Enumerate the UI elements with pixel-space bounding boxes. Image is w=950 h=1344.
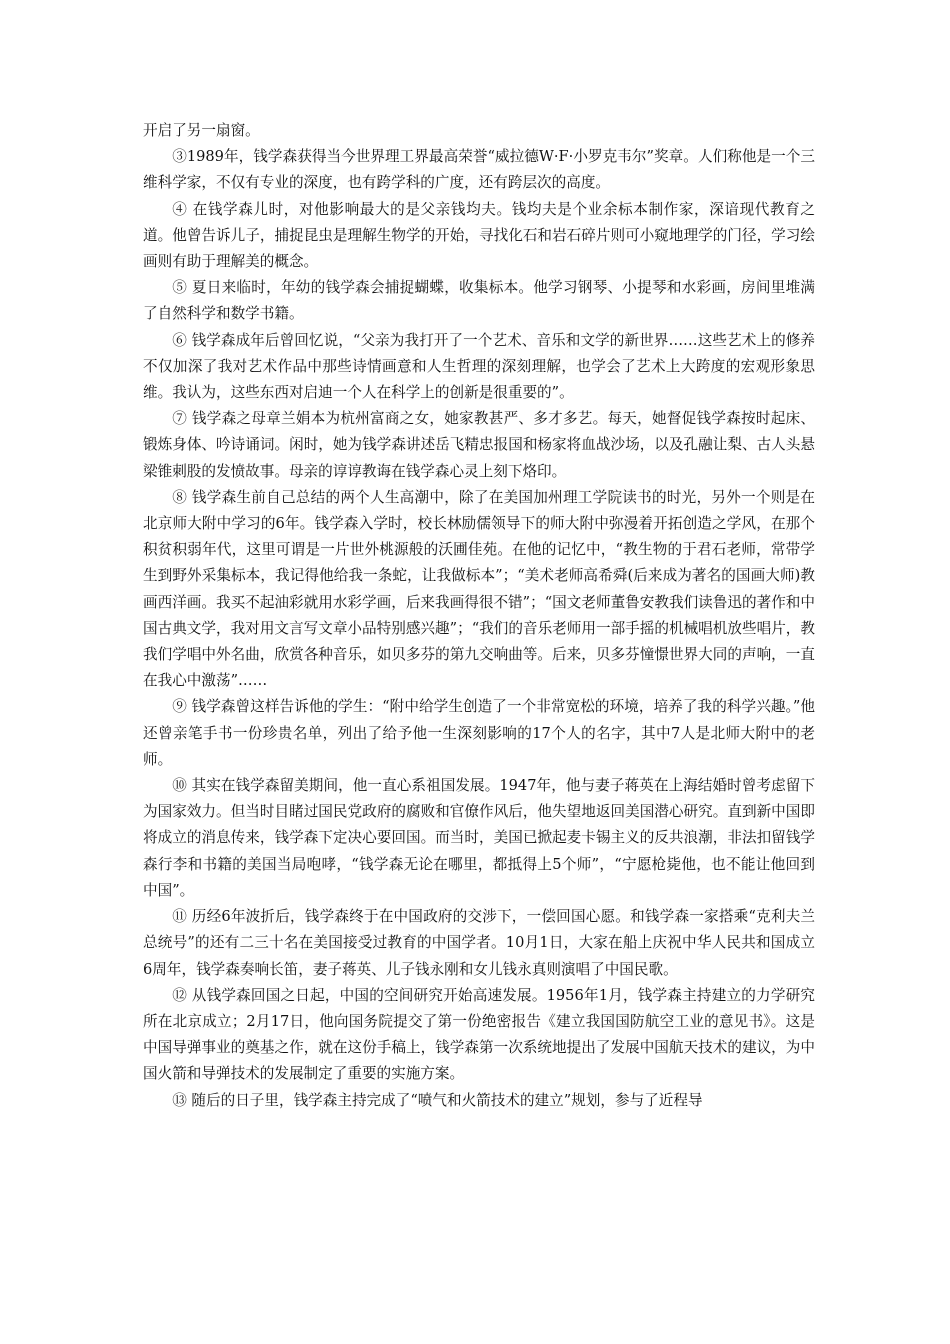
paragraph-4: ④ 在钱学森儿时，对他影响最大的是父亲钱均夫。钱均夫是个业余标本制作家，深谙现代教育之道。他曾告诉儿子，捕捉昆虫是理解生物学的开始，寻找化石和岩石碎片则可小窥地理学的门径，学习绘画则有助于理解美的概念。 [143, 200, 815, 271]
paragraph-9: ⑨ 钱学森曾这样告诉他的学生：“附中给学生创造了一个非常宽松的环境，培养了我的科学兴趣。”他还曾亲笔手书一份珍贵名单，列出了给予他一生深刻影响的17个人的名字，其中7人是北师大附中的老师。 [143, 698, 815, 768]
paragraph-10: ⑩ 其实在钱学森留美期间，他一直心系祖国发展。1947年，他与妻子蒋英在上海结婚时曾考虑留下为国家效力。但当时目睹过国民党政府的腐败和官僚作风后，他失望地返回美国潜心研究。直到新中国即将成立的消息传来，钱学森下定决心要回国。而当时，美国已掀起麦卡锡主义的反共浪潮，非法扣留钱学森行李和书籍的美国当局咆哮，“钱学森无论在哪里，都抵得上5个师”，“宁愿枪毙他，也不能让他回到中国”。 [143, 777, 815, 899]
article-body [143, 118, 815, 1114]
paragraph-continuation: 开启了另一扇窗。 [143, 122, 260, 139]
paragraph-11: ⑪ 历经6年波折后，钱学森终于在中国政府的交涉下，一偿回国心愿。和钱学森一家搭乘“克利夫兰总统号”的还有二三十名在美国接受过教育的中国学者。10月1日，大家在船上庆祝中华人民共和国成立6周年，钱学森奏响长笛，妻子蒋英、儿子钱永刚和女儿钱永真则演唱了中国民歌。 [143, 908, 815, 978]
paragraph-8: ⑧ 钱学森生前自己总结的两个人生高潮中，除了在美国加州理工学院读书的时光，另外一个则是在北京师大附中学习的6年。钱学森入学时，校长林励儒领导下的师大附中弥漫着开拓创造之学风，在那个积贫积弱年代，这里可谓是一片世外桃源般的沃圃佳苑。在他的记忆中，“教生物的于君石老师，常带学生到野外采集标本，我记得他给我一条蛇，让我做标本”；“美术老师高希舜(后来成为著名的国画大师)教画西洋画。我买不起油彩就用水彩学画，后来我画得很不错”；“国文老师董鲁安教我们读鲁迅的著作和中国古典文学，我对用文言写文章小品特别感兴趣”；“我们的音乐老师用一部手摇的机械唱机放些唱片，教我们学唱中外名曲，欣赏各种音乐，如贝多芬的第九交响曲等。后来，贝多芬憧憬世界大同的声响，一直在我心中激荡”…… [143, 488, 815, 690]
paragraph-7: ⑦ 钱学森之母章兰娟本为杭州富商之女，她家教甚严、多才多艺。每天，她督促钱学森按时起床、锻炼身体、吟诗诵词。闲时，她为钱学森讲述岳飞精忠报国和杨家将血战沙场，以及孔融让梨、古人头悬梁锥刺股的发愤故事。母亲的谆谆教诲在钱学森心灵上刻下烙印。 [143, 410, 815, 480]
paragraph-5: ⑤ 夏日来临时，年幼的钱学森会捕捉蝴蝶，收集标本。他学习钢琴、小提琴和水彩画，房间里堆满了自然科学和数学书籍。 [143, 279, 815, 323]
paragraph-13: ⑬ 随后的日子里，钱学森主持完成了“喷气和火箭技术的建立”规划，参与了近程导 [172, 1091, 703, 1109]
paragraph-6: ⑥ 钱学森成年后曾回忆说，“父亲为我打开了一个艺术、音乐和文学的新世界……这些艺术上的修养不仅加深了我对艺术作品中那些诗情画意和人生哲理的深刻理解，也学会了艺术上大跨度的宏观形象思维。我认为，这些东西对启迪一个人在科学上的创新是很重要的”。 [143, 331, 815, 402]
paragraph-12: ⑫ 从钱学森回国之日起，中国的空间研究开始高速发展。1956年1月，钱学森主持建立的力学研究所在北京成立；2月17日，他向国务院提交了第一份绝密报告《建立我国国防航空工业的意见书》。这是中国导弹事业的奠基之作，就在这份手稿上，钱学森第一次系统地提出了发展中国航天技术的建议，为中国火箭和导弹技术的发展制定了重要的实施方案。 [143, 986, 815, 1083]
paragraph-3: ③1989年，钱学森获得当今世界理工界最高荣誉“威拉德W·F·小罗克韦尔”奖章。人们称他是一个三维科学家，不仅有专业的深度，也有跨学科的广度，还有跨层次的高度。 [143, 148, 815, 192]
